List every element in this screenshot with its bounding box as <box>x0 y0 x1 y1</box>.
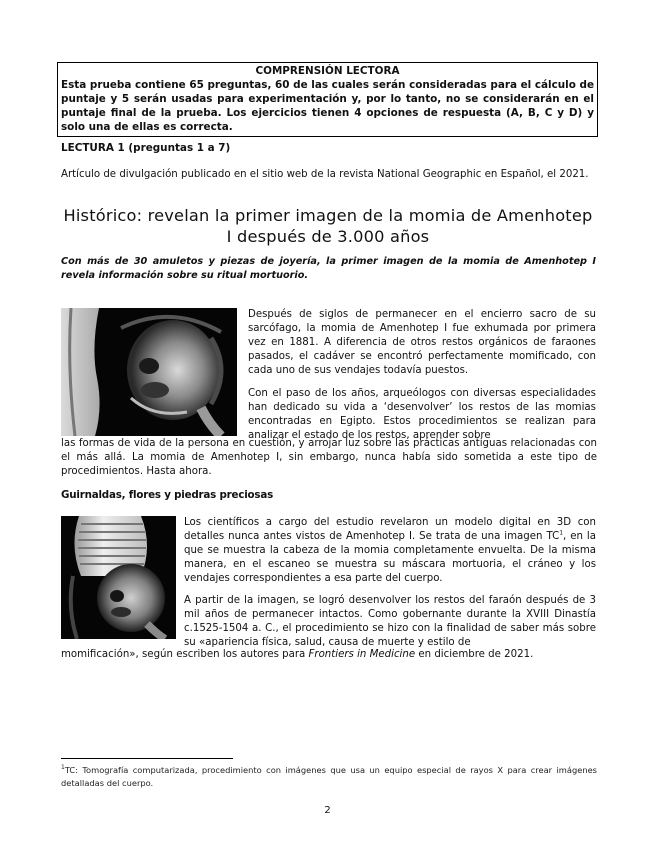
mummy-ct-mask-image <box>61 516 176 639</box>
article-title: Histórico: revelan la primer imagen de la momia de Amenhotep I después de 3.000 años <box>63 206 593 246</box>
footnote-marker: 1 <box>61 764 65 772</box>
instructions-title: COMPRENSIÓN LECTORA <box>255 65 400 77</box>
footnote <box>61 764 597 790</box>
article-paragraph-2-top: Con el paso de los años, arqueólogos con diversas especialidades han dedicado su vida a ‘desenvolver’ los restos de las momias encontradas en Egipto. Estos procedimientos se realizan para analizar el estado de los restos, aprender sobre <box>248 388 596 441</box>
source-note: Artículo de divulgación publicado en el sitio web de la revista National Geographic en Español, el 2021. <box>61 169 589 180</box>
article-paragraph-2-bottom: las formas de vida de la persona en cuestión, y arrojar luz sobre las prácticas antiguas relacionadas con el más allá. La momia de Amenhotep I, sin embargo, nunca había sido sometida a este tipo de procedimientos. Hasta ahora. <box>61 438 597 477</box>
reading-label: LECTURA 1 (preguntas 1 a 7) <box>61 142 231 154</box>
section-heading: Guirnaldas, flores y piedras preciosas <box>61 489 274 501</box>
article-paragraph-1: Después de siglos de permanecer en el encierro sacro de su sarcófago, la momia de Amenhotep I fue exhumada por primera vez en 1881. A diferencia de otros restos orgánicos de faraones pasados, el cadáver se encontró perfectamente momificado, con cada uno de sus vendajes todavía puestos. <box>248 309 596 376</box>
paragraph-3-text: Los científicos a cargo del estudio revelaron un modelo digital en 3D con detalles nunca antes vistos de Amenhotep I. Se trata de una imagen TC <box>184 517 596 542</box>
instructions-box <box>57 62 598 137</box>
footnote-divider <box>61 758 233 759</box>
journal-name: Frontiers in Medicine <box>308 649 416 660</box>
article-paragraph-4-bottom <box>61 648 601 662</box>
instructions-text: Esta prueba contiene 65 preguntas, 60 de las cuales serán consideradas para el cálculo de puntaje y 5 serán usadas para experimentación y, por lo tanto, no se considerarán en el puntaje final de la prueba. Los ejercicios tienen 4 opciones de respuesta (A, B, C y D) y solo una de ellas es correcta. <box>61 79 594 133</box>
paragraph-4-text-end: en diciembre de 2021. <box>415 649 534 660</box>
article-lead: Con más de 30 amuletos y piezas de joyería, la primer imagen de la momia de Amenhotep I revela información sobre su ritual mortuorio. <box>61 256 596 281</box>
footnote-reference: 1 <box>559 529 564 537</box>
paragraph-4-text: momificación», según escriben los autores para <box>61 649 309 660</box>
page-number: 2 <box>324 805 331 816</box>
paragraph-3-text-cont: , en la que se muestra la cabeza de la momia completamente envuelta. De la misma manera, en el escaneo se muestra su máscara mortuoria, el cráneo y los vendajes correspondientes a esa parte del cuerpo. <box>184 531 596 584</box>
footnote-text: TC: Tomografía computarizada, procedimiento con imágenes que usa un equipo especial de rayos X para crear imágenes detalladas del cuerpo. <box>61 765 597 788</box>
article-paragraph-3 <box>184 516 596 586</box>
mummy-ct-profile-image <box>61 308 237 436</box>
article-paragraph-4-top: A partir de la imagen, se logró desenvolver los restos del faraón después de 3 mil años de permanecer intactos. Como gobernante durante la XVIII Dinastía c.1525-1504 a. C., el procedimiento se hizo con la finalidad de saber más sobre su «apariencia física, salud, causa de muerte y estilo de <box>184 595 596 648</box>
